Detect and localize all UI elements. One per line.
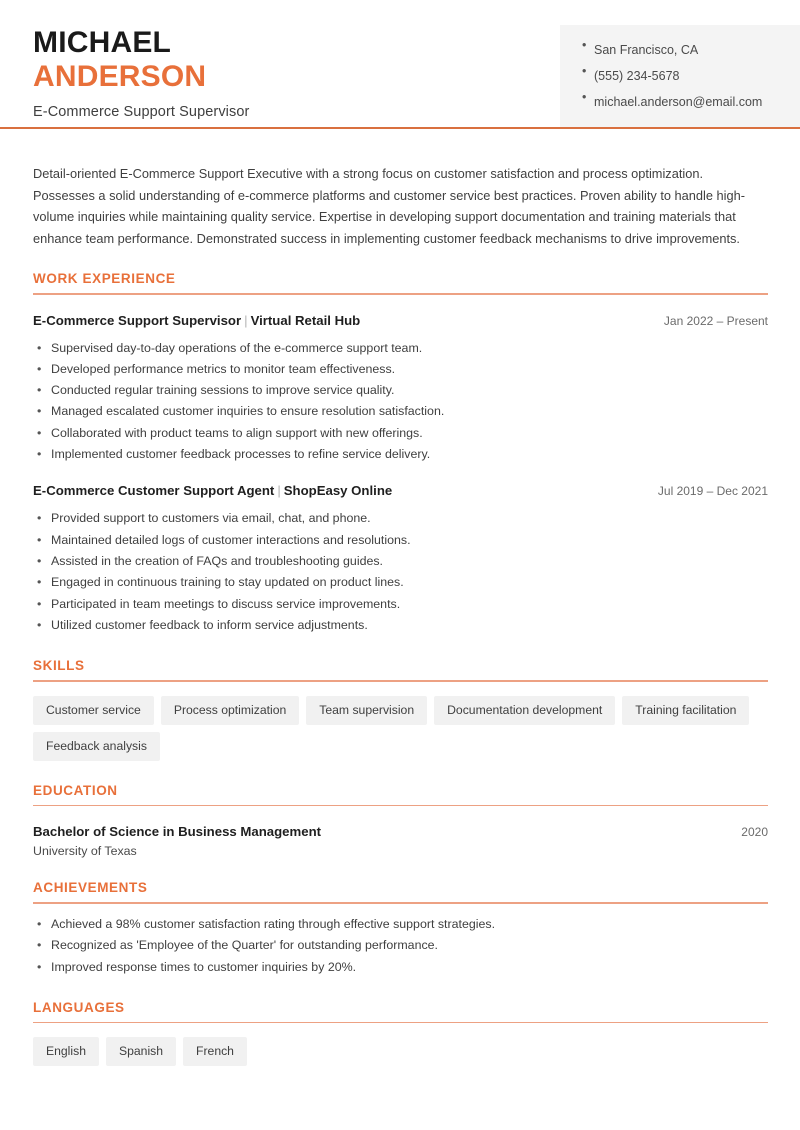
skill-pill: Documentation development — [434, 696, 615, 725]
experience-date: Jan 2022 – Present — [663, 313, 768, 328]
education-year: 2020 — [741, 825, 768, 840]
bullet-item: • Conducted regular training sessions to improve service quality. — [33, 380, 767, 401]
resume-header — [0, 0, 800, 127]
identity-block — [33, 26, 249, 120]
section-title-skills: SKILLS — [33, 658, 85, 674]
section-rule — [33, 1022, 768, 1024]
bullet-item: • Developed performance metrics to monitor team effectiveness. — [33, 359, 767, 380]
title-separator: | — [244, 312, 248, 328]
resume-content — [0, 163, 800, 1066]
skill-pill: Training facilitation — [622, 696, 749, 725]
header-divider — [0, 127, 800, 129]
skill-pill: Team supervision — [306, 696, 427, 725]
bullet-item: • Improved response times to customer inquiries by 20%. — [33, 957, 767, 978]
bullet-item: • Recognized as 'Employee of the Quarter' for outstanding performance. — [33, 935, 767, 956]
first-name: MICHAEL — [33, 26, 172, 59]
experience-role: E-Commerce Support Supervisor — [33, 312, 242, 328]
experience-bullets — [33, 338, 767, 466]
language-pill: English — [33, 1037, 99, 1066]
contact-location[interactable]: • San Francisco, CA — [582, 37, 800, 63]
section-title-education: EDUCATION — [33, 782, 118, 798]
title-separator: | — [277, 483, 281, 499]
bullet-item: • Participated in team meetings to discuss service improvements. — [33, 594, 767, 615]
contact-block — [560, 25, 800, 127]
section-title-languages: LANGUAGES — [33, 999, 125, 1015]
section-title-achievements: ACHIEVEMENTS — [33, 880, 148, 896]
bullet-item: • Engaged in continuous training to stay updated on product lines. — [33, 572, 767, 593]
languages-pill-list — [33, 1037, 768, 1066]
experience-date: Jul 2019 – Dec 2021 — [657, 484, 768, 499]
section-skills — [33, 658, 767, 761]
section-title-work-experience: WORK EXPERIENCE — [33, 271, 176, 286]
skill-pill: Process optimization — [161, 696, 299, 725]
achievements-bullets — [33, 914, 767, 978]
section-rule — [33, 902, 768, 904]
language-pill: Spanish — [106, 1037, 176, 1066]
experience-bullets — [33, 508, 767, 636]
name-first-line — [33, 26, 249, 60]
name-last-line — [33, 60, 249, 94]
professional-summary: Detail-oriented E-Commerce Support Executive with a strong focus on customer satisfaction and process optimization. Possesses a solid understanding of e-commerce platforms and customer service best practices. Proven ability to handle high-volume inquiries while maintaining quality service. Expertise in developing support documentation and training materials that enhance team performance. Demonstrated success in implementing customer feedback mechanisms to drive improvements. — [33, 166, 745, 246]
experience-entry — [33, 313, 767, 466]
education-school: University of Texas — [33, 844, 137, 859]
bullet-item: • Managed escalated customer inquiries to ensure resolution satisfaction. — [33, 401, 767, 422]
section-work-experience — [33, 271, 767, 636]
contact-phone[interactable]: • (555) 234-5678 — [582, 63, 800, 89]
experience-title-line — [33, 483, 392, 498]
bullet-item: • Provided support to customers via email, chat, and phone. — [33, 508, 767, 529]
bullet-item: • Maintained detailed logs of customer interactions and resolutions. — [33, 530, 767, 551]
section-languages — [33, 1000, 767, 1067]
skill-pill: Customer service — [33, 696, 154, 725]
education-entry — [33, 824, 767, 858]
experience-entry-header — [33, 313, 768, 328]
bullet-item: • Achieved a 98% customer satisfaction rating through effective support strategies. — [33, 914, 767, 935]
skill-pill: Feedback analysis — [33, 732, 160, 761]
section-rule — [33, 805, 768, 807]
section-achievements — [33, 880, 767, 977]
header-job-title: E-Commerce Support Supervisor — [33, 104, 250, 120]
experience-entry-header — [33, 483, 768, 498]
last-name: ANDERSON — [33, 60, 207, 93]
experience-entry — [33, 483, 767, 636]
bullet-item: • Utilized customer feedback to inform service adjustments. — [33, 615, 767, 636]
bullet-item: • Assisted in the creation of FAQs and troubleshooting guides. — [33, 551, 767, 572]
education-degree: Bachelor of Science in Business Management — [33, 824, 322, 840]
language-pill: French — [183, 1037, 247, 1066]
education-entry-header — [33, 824, 768, 839]
contact-email[interactable]: • michael.anderson@email.com — [582, 89, 800, 115]
section-rule — [33, 293, 768, 295]
experience-title-line — [33, 313, 360, 328]
section-rule — [33, 680, 768, 682]
bullet-item: • Implemented customer feedback processes to refine service delivery. — [33, 444, 767, 465]
bullet-item: • Supervised day-to-day operations of the e-commerce support team. — [33, 338, 767, 359]
experience-company: Virtual Retail Hub — [250, 312, 361, 328]
experience-company: ShopEasy Online — [283, 483, 393, 499]
section-education — [33, 783, 767, 859]
skills-pill-list — [33, 696, 768, 761]
bullet-item: • Collaborated with product teams to align support with new offerings. — [33, 423, 767, 444]
experience-role: E-Commerce Customer Support Agent — [33, 483, 275, 499]
